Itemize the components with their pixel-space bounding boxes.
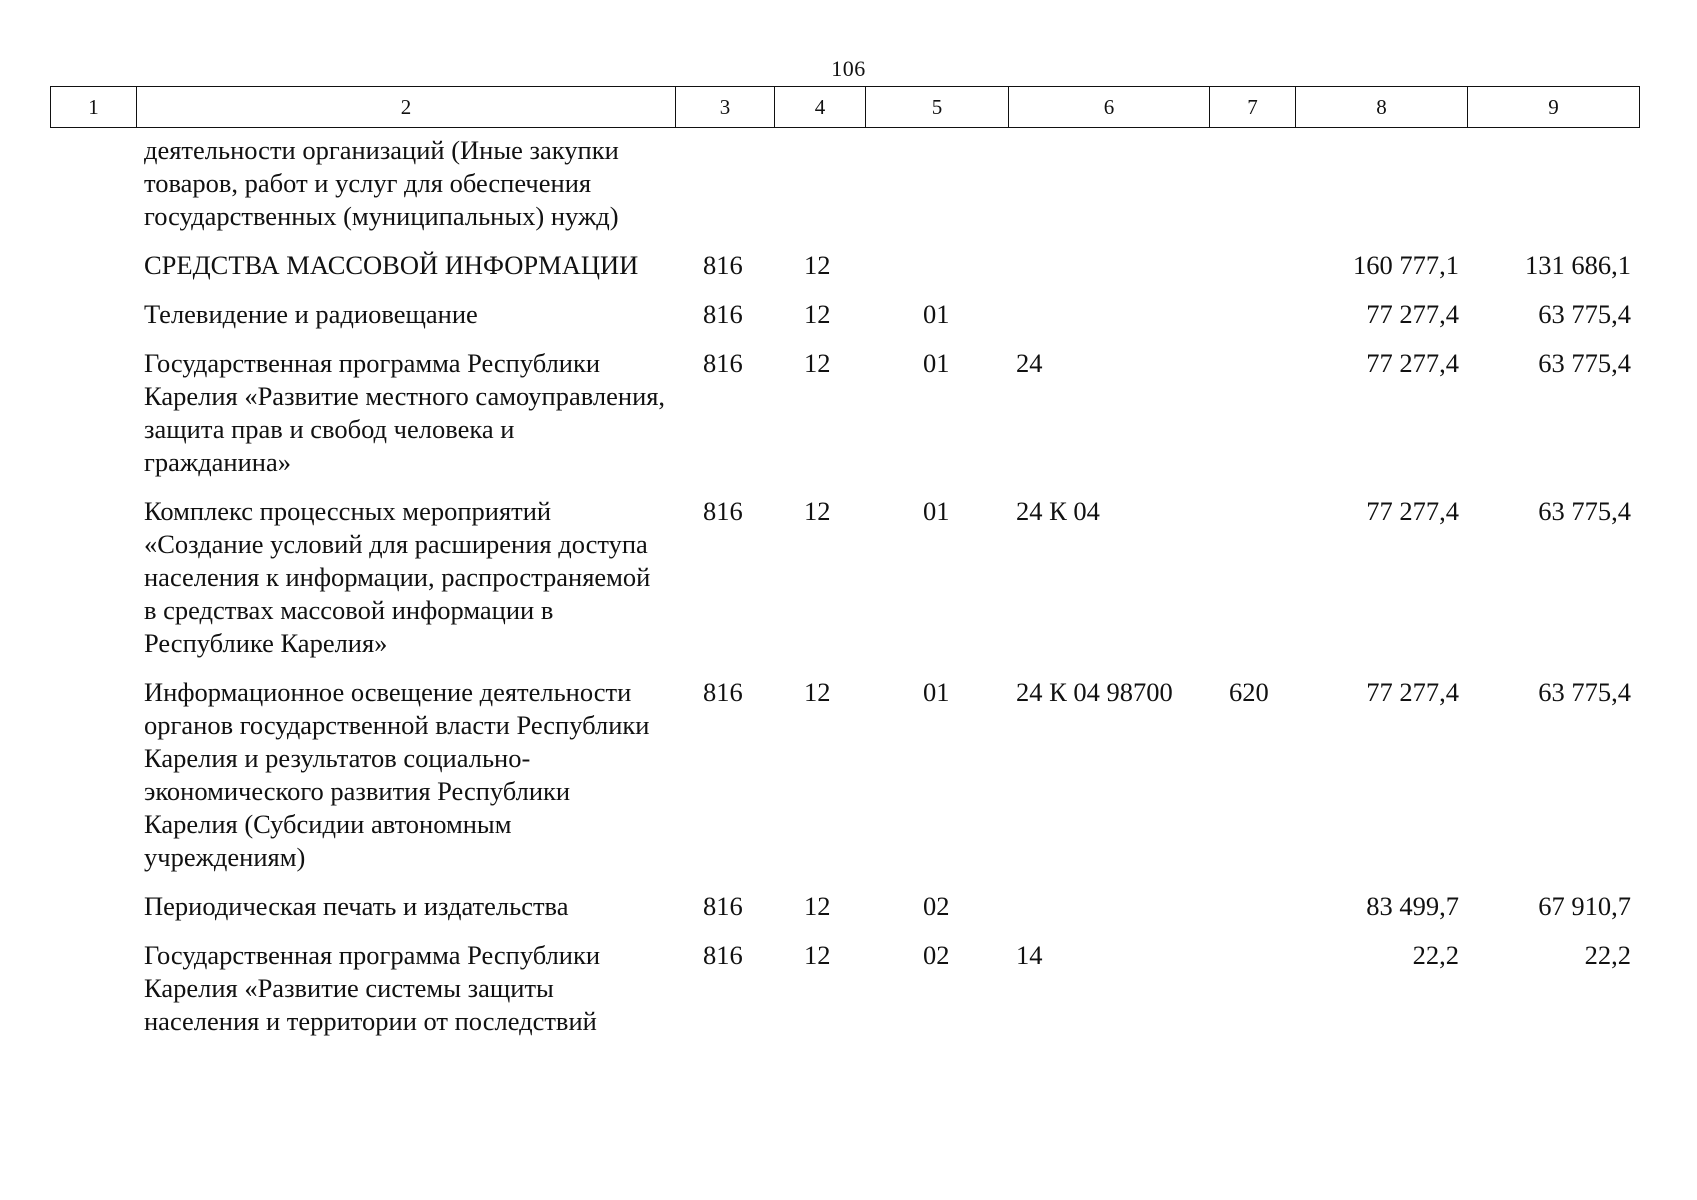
col-7-cell: [1209, 939, 1295, 1054]
col-7-cell: [1209, 134, 1295, 249]
header-col-7: 7: [1210, 87, 1296, 128]
table-row: [50, 939, 1639, 1054]
col-5-cell: 01: [923, 299, 950, 329]
row-name: Информационное освещение деятельности органов государственной власти Республики Карелия и результатов социально-экономического развития Республики Карелия (Субсидии автономным учреждениям): [144, 677, 650, 872]
col-4-cell: [774, 134, 865, 249]
header-col-2: 2: [137, 87, 676, 128]
col-6-cell: [1008, 134, 1209, 249]
col-9-cell: 22,2: [1584, 940, 1631, 970]
col-3-cell: 816: [703, 250, 743, 280]
row-name: Периодическая печать и издательства: [144, 891, 569, 921]
table-row: [50, 298, 1639, 347]
page-number: 106: [831, 56, 866, 81]
col-1-cell: [50, 890, 136, 939]
col-8-cell: 77 277,4: [1366, 348, 1459, 378]
col-8-cell: 160 777,1: [1353, 250, 1459, 280]
col-7-cell: [1209, 347, 1295, 495]
col-8-cell: 83 499,7: [1366, 891, 1459, 921]
col-8-cell: 77 277,4: [1366, 677, 1459, 707]
col-6-cell: [1008, 890, 1209, 939]
col-5-cell: [865, 249, 1008, 298]
col-3-cell: [675, 134, 774, 249]
col-8-cell: [1295, 134, 1467, 249]
col-9-cell: 131 686,1: [1525, 250, 1631, 280]
col-6-cell: [1008, 298, 1209, 347]
col-7-cell: [1209, 495, 1295, 676]
row-name: Телевидение и радиовещание: [144, 299, 478, 329]
header-col-8: 8: [1296, 87, 1468, 128]
col-6-cell: 14: [1016, 940, 1043, 970]
col-9-cell: 63 775,4: [1538, 299, 1631, 329]
col-3-cell: 816: [703, 348, 743, 378]
col-3-cell: 816: [703, 496, 743, 526]
table-row: [50, 676, 1639, 890]
col-1-cell: [50, 298, 136, 347]
table-row: [50, 249, 1639, 298]
col-6-cell: 24 К 04 98700: [1016, 677, 1173, 707]
col-3-cell: 816: [703, 677, 743, 707]
col-1-cell: [50, 134, 136, 249]
col-6-cell: 24: [1016, 348, 1043, 378]
row-name: Комплекс процессных мероприятий «Создание условий для расширения доступа населения к информации, распространяемой в средствах массовой информации в Республике Карелия»: [144, 496, 651, 658]
row-name: Государственная программа Республики Карелия «Развитие системы защиты населения и территории от последствий: [144, 940, 601, 1036]
col-9-cell: 63 775,4: [1538, 496, 1631, 526]
table-row: [50, 347, 1639, 495]
col-7-cell: [1209, 249, 1295, 298]
col-9-cell: [1467, 134, 1639, 249]
col-5-cell: 01: [923, 496, 950, 526]
col-5-cell: 02: [923, 891, 950, 921]
col-8-cell: 77 277,4: [1366, 496, 1459, 526]
col-5-cell: [865, 134, 1008, 249]
header-col-4: 4: [775, 87, 866, 128]
header-col-1: 1: [51, 87, 137, 128]
col-9-cell: 63 775,4: [1538, 677, 1631, 707]
col-8-cell: 77 277,4: [1366, 299, 1459, 329]
table-row: [50, 495, 1639, 676]
header-col-9: 9: [1468, 87, 1640, 128]
header-row: [51, 87, 1640, 128]
header-col-3: 3: [676, 87, 775, 128]
header-col-6: 6: [1009, 87, 1210, 128]
col-3-cell: 816: [703, 299, 743, 329]
col-4-cell: 12: [804, 250, 831, 280]
col-1-cell: [50, 495, 136, 676]
col-7-cell: 620: [1229, 677, 1269, 707]
col-3-cell: 816: [703, 891, 743, 921]
table-row: [50, 890, 1639, 939]
col-4-cell: 12: [804, 940, 831, 970]
col-8-cell: 22,2: [1412, 940, 1459, 970]
col-9-cell: 67 910,7: [1538, 891, 1631, 921]
col-4-cell: 12: [804, 496, 831, 526]
row-name: деятельности организаций (Иные закупки товаров, работ и услуг для обеспечения государственных (муниципальных) нужд): [144, 135, 619, 231]
col-9-cell: 63 775,4: [1538, 348, 1631, 378]
row-name: СРЕДСТВА МАССОВОЙ ИНФОРМАЦИИ: [144, 250, 639, 280]
col-7-cell: [1209, 298, 1295, 347]
col-1-cell: [50, 676, 136, 890]
col-4-cell: 12: [804, 348, 831, 378]
col-1-cell: [50, 347, 136, 495]
col-5-cell: 01: [923, 677, 950, 707]
col-5-cell: 01: [923, 348, 950, 378]
col-1-cell: [50, 939, 136, 1054]
col-4-cell: 12: [804, 299, 831, 329]
col-3-cell: 816: [703, 940, 743, 970]
header-col-5: 5: [866, 87, 1009, 128]
col-7-cell: [1209, 890, 1295, 939]
row-name: Государственная программа Республики Карелия «Развитие местного самоуправления, защита прав и свобод человека и гражданина»: [144, 348, 666, 477]
col-4-cell: 12: [804, 677, 831, 707]
col-4-cell: 12: [804, 891, 831, 921]
col-6-cell: 24 К 04: [1016, 496, 1100, 526]
col-5-cell: 02: [923, 940, 950, 970]
col-6-cell: [1008, 249, 1209, 298]
budget-table: [50, 134, 1639, 1054]
col-1-cell: [50, 249, 136, 298]
table-row: [50, 134, 1639, 249]
column-number-header: [50, 86, 1640, 128]
